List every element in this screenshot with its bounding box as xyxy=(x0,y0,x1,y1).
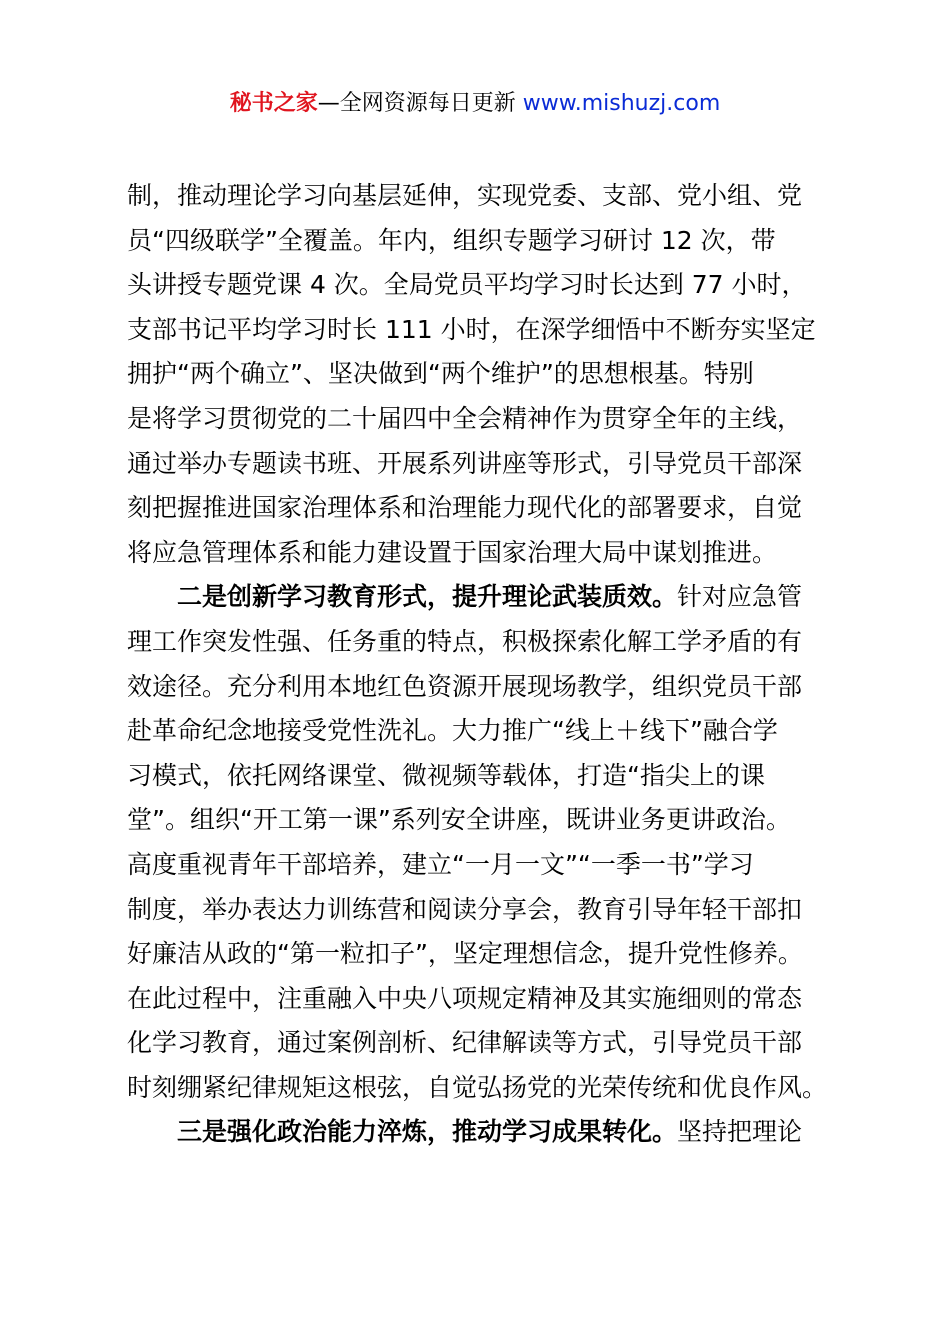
text-line: 员“四级联学”全覆盖。年内，组织专题学习研讨 12 次，带 xyxy=(127,225,776,255)
page-header xyxy=(0,88,950,120)
text-line: 化学习教育，通过案例剖析、纪律解读等方式，引导党员干部 xyxy=(127,1028,803,1058)
text-line: 高度重视青年干部培养，建立“一月一文”“一季一书”学习 xyxy=(127,849,754,879)
paragraph-3-first-line xyxy=(127,1110,837,1155)
text-line: 头讲授专题党课 4 次。全局党员平均学习时长达到 77 小时， xyxy=(127,270,807,300)
text-line: 制度，举办表达力训练营和阅读分享会，教育引导年轻干部扣 xyxy=(127,894,803,924)
text-line: 支部书记平均学习时长 111 小时，在深学细悟中不断夯实坚定 xyxy=(127,314,816,344)
text-line: 理工作突发性强、任务重的特点，积极探索化解工学矛盾的有 xyxy=(127,626,803,656)
text-line: 刻把握推进国家治理体系和治理能力现代化的部署要求，自觉 xyxy=(127,493,803,523)
site-url-link[interactable]: www.mishuzj.com xyxy=(522,91,721,116)
text-line: 将应急管理体系和能力建设置于国家治理大局中谋划推进。 xyxy=(127,537,778,567)
text-line: 好廉洁从政的“第一粒扣子”，坚定理想信念，提升党性修养。 xyxy=(127,939,803,969)
paragraph-2-first-line xyxy=(127,575,837,620)
text-line: 堂”。组织“开工第一课”系列安全讲座，既讲业务更讲政治。 xyxy=(127,805,791,835)
paragraph-2-text: 针对应急管 xyxy=(677,582,803,612)
text-line: 拥护“两个确立”、坚决做到“两个维护”的思想根基。特别 xyxy=(127,359,754,389)
text-line: 在此过程中，注重融入中央八项规定精神及其实施细则的常态 xyxy=(127,983,803,1013)
text-line: 通过举办专题读书班、开展系列讲座等形式，引导党员干部深 xyxy=(127,448,803,478)
text-line: 赴革命纪念地接受党性洗礼。大力推广“线上＋线下”融合学 xyxy=(127,716,778,746)
header-tagline: —全网资源每日更新 xyxy=(317,91,516,116)
text-line: 是将学习贯彻党的二十届四中全会精神作为贯穿全年的主线， xyxy=(127,403,803,433)
text-line: 制，推动理论学习向基层延伸，实现党委、支部、党小组、党 xyxy=(127,181,803,210)
paragraph-3-heading: 三是强化政治能力淬炼，推动学习成果转化。 xyxy=(177,1117,678,1147)
text-line: 效途径。充分利用本地红色资源开展现场教学，组织党员干部 xyxy=(127,671,803,701)
paragraph-3-text: 坚持把理论 xyxy=(677,1117,803,1147)
text-line: 时刻绷紧纪律规矩这根弦，自觉弘扬党的光荣传统和优良作风。 xyxy=(127,1072,828,1102)
brand-name: 秘书之家 xyxy=(229,91,318,116)
text-line: 习模式，依托网络课堂、微视频等载体，打造“指尖上的课 xyxy=(127,760,765,790)
paragraph-2-heading: 二是创新学习教育形式，提升理论武装质效。 xyxy=(177,582,678,612)
document-body xyxy=(127,174,837,1155)
